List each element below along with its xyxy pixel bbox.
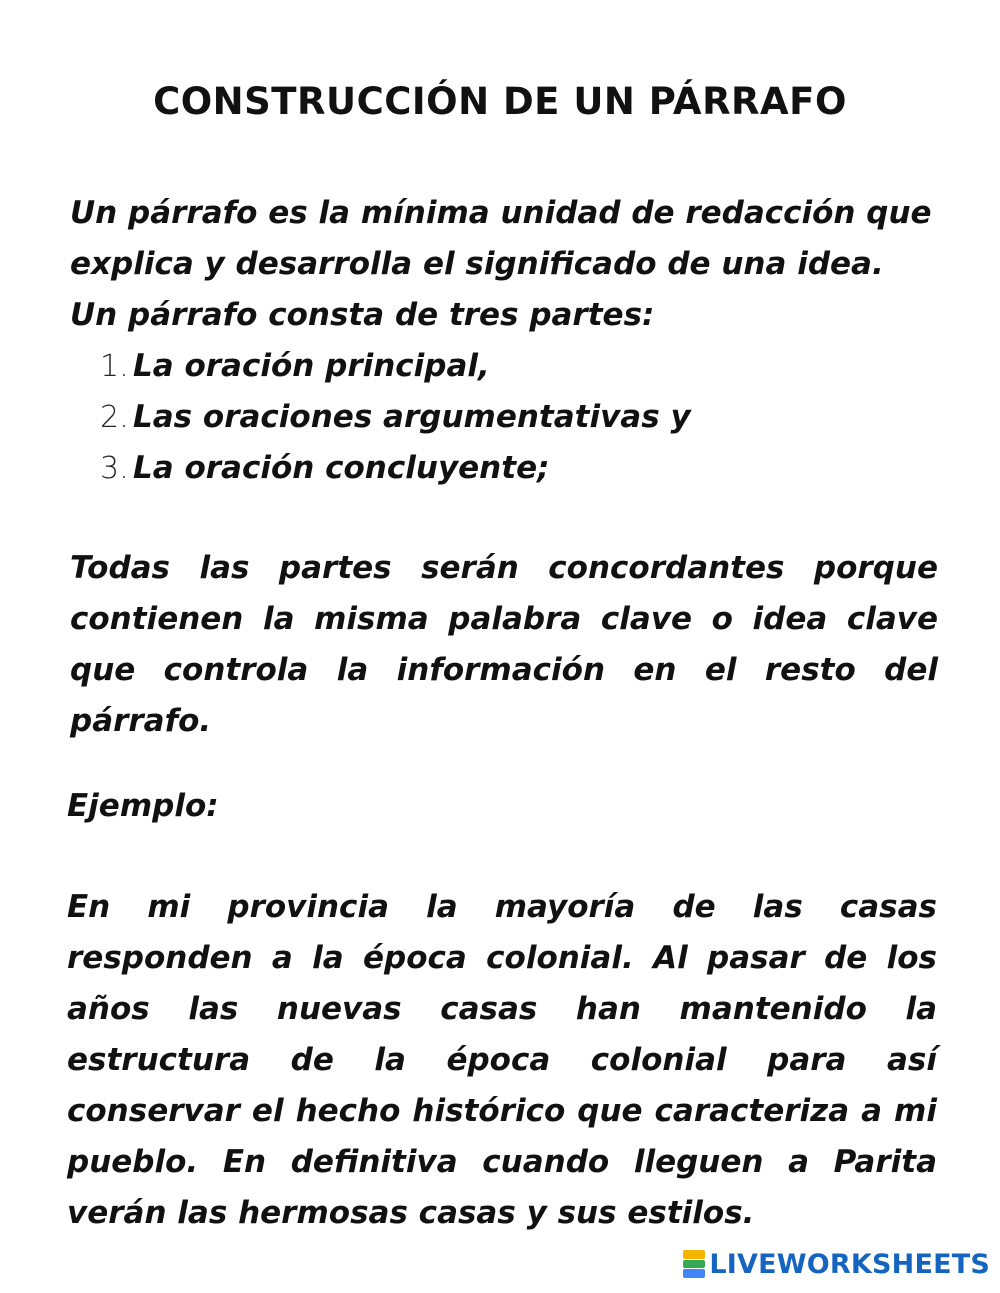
list-text: La oración concluyente; — [133, 450, 550, 486]
list-item — [100, 341, 691, 392]
list-item — [100, 392, 691, 443]
example-paragraph: En mi provincia la mayoría de las casas responden a la época colonial. Al pasar de los años las nuevas casas han mantenido la estructura de la época colonial para así conservar el hecho histórico que caracteriza a mi pueblo. En definitiva cuando lleguen a Parita verán las hermosas casas y sus estilos. — [67, 889, 937, 1231]
list-text: La oración principal, — [133, 348, 490, 384]
watermark-text: LIVEWORKSHEETS — [709, 1248, 990, 1280]
liveworksheets-logo-icon — [683, 1250, 705, 1278]
example-label: Ejemplo: — [67, 788, 219, 824]
parts-list — [100, 341, 691, 494]
intro-paragraph: Un párrafo es la mínima unidad de redacción que explica y desarrolla el significado de una idea. Un párrafo consta de tres partes: — [70, 195, 932, 333]
list-number: 1. — [100, 349, 129, 384]
list-item — [100, 443, 691, 494]
list-number: 2. — [100, 400, 129, 435]
list-number: 3. — [100, 451, 129, 486]
list-text: Las oraciones argumentativas y — [133, 399, 691, 435]
concordance-paragraph: Todas las partes serán concordantes porque contienen la misma palabra clave o idea clave que controla la información en el resto del párrafo. — [70, 550, 938, 739]
page-title: CONSTRUCCIÓN DE UN PÁRRAFO — [153, 80, 847, 123]
liveworksheets-watermark — [683, 1247, 990, 1281]
